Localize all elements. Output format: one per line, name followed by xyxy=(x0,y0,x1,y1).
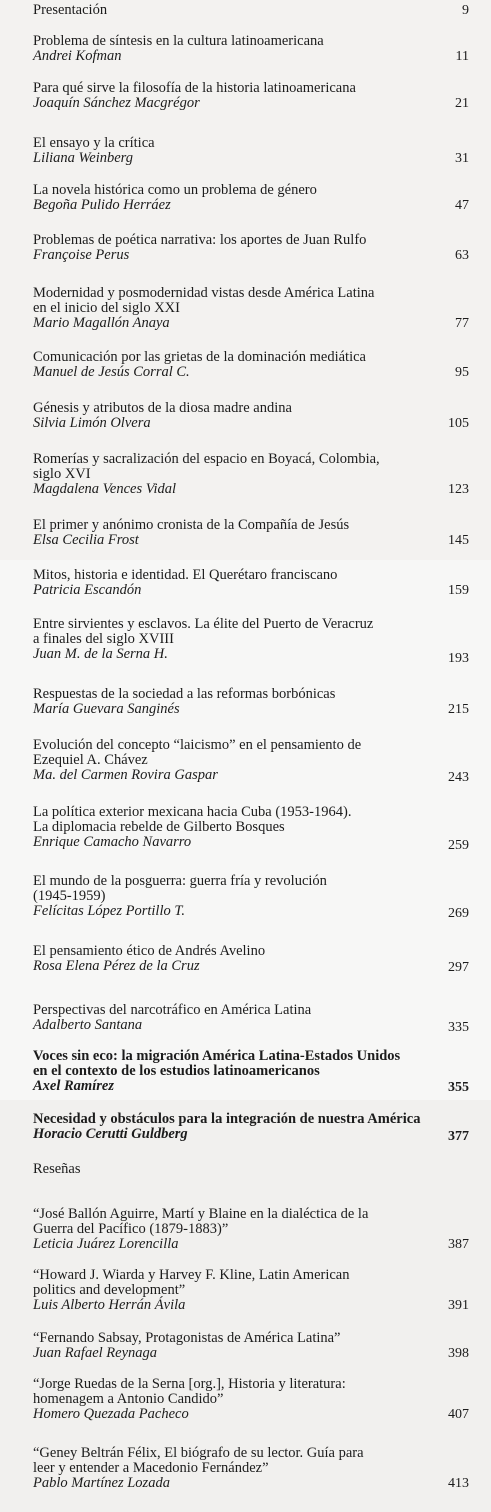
entry-page: 31 xyxy=(455,151,469,166)
entry-page: 95 xyxy=(455,365,469,380)
toc-entry xyxy=(33,1377,469,1422)
entry-page: 193 xyxy=(448,651,469,666)
entry-title: La novela histórica como un problema de género xyxy=(33,182,317,198)
entry-author: Elsa Cecilia Frost xyxy=(33,532,139,548)
entry-author: Axel Ramírez xyxy=(33,1078,114,1094)
toc-entry xyxy=(33,1112,469,1142)
entry-title: El ensayo y la crítica xyxy=(33,135,155,151)
entry-title: Respuestas de la sociedad a las reformas borbónicas xyxy=(33,686,336,702)
entry-title: El pensamiento ético de Andrés Avelino xyxy=(33,943,266,959)
toc-entry xyxy=(33,738,469,783)
entry-author: Patricia Escandón xyxy=(33,582,142,598)
entry-title: “Jorge Ruedas de la Serna [org.], Historia y literatura: homenagem a Antonio Candido” xyxy=(33,1376,346,1407)
entry-author: Homero Quezada Pacheco xyxy=(33,1406,189,1422)
toc-entry xyxy=(33,34,469,64)
entry-author: Felícitas López Portillo T. xyxy=(33,903,185,919)
entry-page: 243 xyxy=(448,770,469,785)
entry-author: Adalberto Santana xyxy=(33,1017,143,1033)
entry-author: Pablo Martínez Lozada xyxy=(33,1475,170,1491)
entry-author: Leticia Juárez Lorencilla xyxy=(33,1236,179,1252)
toc-entry xyxy=(33,452,469,497)
entry-author: Manuel de Jesús Corral C. xyxy=(33,364,190,380)
entry-page: 123 xyxy=(448,482,469,497)
entry-page: 398 xyxy=(448,1346,469,1361)
toc-entry xyxy=(33,1207,469,1252)
entry-page: 21 xyxy=(455,96,469,111)
entry-author: Juan Rafael Reynaga xyxy=(33,1345,158,1361)
entry-title: Problemas de poética narrativa: los aportes de Juan Rulfo xyxy=(33,232,367,248)
entry-title: Romerías y sacralización del espacio en Boyacá, Colombia, siglo XVI xyxy=(33,451,380,482)
entry-title: Perspectivas del narcotráfico en América Latina xyxy=(33,1002,312,1018)
entry-title: Génesis y atributos de la diosa madre andina xyxy=(33,400,292,416)
entry-author: Ma. del Carmen Rovira Gaspar xyxy=(33,767,218,783)
toc-entry xyxy=(33,944,469,974)
entry-page: 297 xyxy=(448,960,469,975)
entry-page: 391 xyxy=(448,1298,469,1313)
entry-title: La política exterior mexicana hacia Cuba (1953-1964). La diplomacia rebelde de Gilberto Bosques xyxy=(33,804,352,835)
entry-title: Comunicación por las grietas de la dominación mediática xyxy=(33,349,366,365)
entry-title: Evolución del concepto “laicismo” en el pensamiento de Ezequiel A. Chávez xyxy=(33,737,362,768)
toc-entry xyxy=(33,401,469,431)
entry-page: 377 xyxy=(448,1129,469,1144)
entry-title: Entre sirvientes y esclavos. La élite del Puerto de Veracruz a finales del siglo XVIII xyxy=(33,616,374,647)
entry-title: Para qué sirve la filosofía de la historia latinoamericana xyxy=(33,80,356,96)
entry-title: Problema de síntesis en la cultura latinoamericana xyxy=(33,33,324,49)
toc-entry xyxy=(33,136,469,166)
entry-page: 77 xyxy=(455,316,469,331)
entry-page: 355 xyxy=(448,1080,469,1095)
entry-author: Horacio Cerutti Guldberg xyxy=(33,1126,188,1142)
entry-page: 387 xyxy=(448,1237,469,1252)
entry-page: 11 xyxy=(455,49,469,64)
entry-author: Mario Magallón Anaya xyxy=(33,315,170,331)
toc-entry xyxy=(33,81,469,111)
toc-entry xyxy=(33,1331,469,1361)
entry-title: “Geney Beltrán Félix, El biógrafo de su lector. Guía para leer y entender a Macedonio Fernández” xyxy=(33,1445,364,1476)
entry-author: Françoise Perus xyxy=(33,247,130,263)
entry-author: Luis Alberto Herrán Ávila xyxy=(33,1297,186,1313)
entry-author: Enrique Camacho Navarro xyxy=(33,834,192,850)
entry-page: 413 xyxy=(448,1476,469,1491)
toc-entry xyxy=(33,1268,469,1313)
toc-entry xyxy=(33,616,469,666)
entry-author: Liliana Weinberg xyxy=(33,150,134,166)
entry-title: “Fernando Sabsay, Protagonistas de América Latina” xyxy=(33,1330,341,1346)
entry-author: María Guevara Sanginés xyxy=(33,701,180,717)
toc-entry xyxy=(33,350,469,380)
entry-author: Silvia Limón Olvera xyxy=(33,415,151,431)
entry-title: “Howard J. Wiarda y Harvey F. Kline, Latin American politics and development” xyxy=(33,1267,350,1298)
toc-entry xyxy=(33,874,469,919)
toc-entry xyxy=(33,1049,469,1094)
entry-title: El mundo de la posguerra: guerra fría y revolución (1945-1959) xyxy=(33,873,327,904)
toc-entry xyxy=(33,804,469,853)
toc-entry xyxy=(33,568,469,598)
toc-entry xyxy=(33,286,469,331)
toc-entry xyxy=(33,1003,469,1033)
entry-page: 407 xyxy=(448,1407,469,1422)
entry-page: 259 xyxy=(448,838,469,853)
entry-author: Juan M. de la Serna H. xyxy=(33,646,168,662)
entry-title: Mitos, historia e identidad. El Querétaro franciscano xyxy=(33,567,338,583)
entry-page: 215 xyxy=(448,702,469,717)
entry-author: Andrei Kofman xyxy=(33,48,122,64)
entry-page: 159 xyxy=(448,583,469,598)
toc-presentacion xyxy=(33,3,469,18)
entry-author: Rosa Elena Pérez de la Cruz xyxy=(33,958,200,974)
entry-title: Modernidad y posmodernidad vistas desde América Latina en el inicio del siglo XXI xyxy=(33,285,375,316)
entry-page: 9 xyxy=(462,3,469,18)
entry-author: Joaquín Sánchez Macgrégor xyxy=(33,95,200,111)
entry-page: 63 xyxy=(455,248,469,263)
entry-title: “José Ballón Aguirre, Martí y Blaine en la dialéctica de la Guerra del Pacífico (1879-1883)” xyxy=(33,1206,369,1237)
entry-title: Necesidad y obstáculos para la integración de nuestra América xyxy=(33,1111,421,1127)
section-heading-resenas: Reseñas xyxy=(33,1161,81,1177)
entry-title: Voces sin eco: la migración América Latina-Estados Unidos en el contexto de los estudios latinoamericanos xyxy=(33,1048,401,1079)
entry-page: 335 xyxy=(448,1020,469,1035)
entry-title: El primer y anónimo cronista de la Compañía de Jesús xyxy=(33,517,350,533)
entry-author: Begoña Pulido Herráez xyxy=(33,197,171,213)
entry-page: 47 xyxy=(455,198,469,213)
toc-entry xyxy=(33,1446,469,1491)
entry-title: Presentación xyxy=(33,2,108,18)
toc-entry xyxy=(33,687,469,717)
entry-author: Magdalena Vences Vidal xyxy=(33,481,177,497)
toc-entry xyxy=(33,183,469,213)
toc-entry xyxy=(33,233,469,263)
entry-page: 105 xyxy=(448,416,469,431)
toc-entry xyxy=(33,518,469,548)
entry-page: 145 xyxy=(448,533,469,548)
entry-page: 269 xyxy=(448,906,469,921)
